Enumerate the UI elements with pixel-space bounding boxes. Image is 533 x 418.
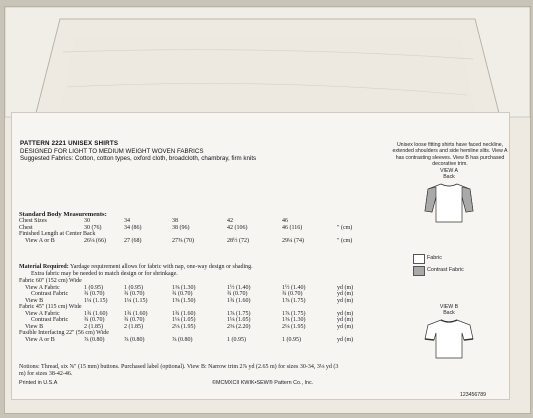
table-cell: " (cm): [337, 237, 353, 244]
table-cell: ¾ (0.70): [124, 317, 145, 324]
table-cell: 1⅛ (1.05): [227, 317, 251, 324]
table-cell: Contrast Fabric: [31, 317, 69, 324]
table-cell: Fabric 45" (115 cm) Wide: [19, 304, 82, 311]
table-row: [19, 231, 357, 238]
table-cell: ¾ (0.70): [172, 291, 193, 298]
table-cell: 1½ (1.40): [282, 284, 306, 291]
fabric-swatch: [413, 254, 425, 264]
material-label: Material Required:: [19, 264, 69, 270]
view-b-title: VIEW B: [439, 304, 459, 310]
table-cell: yd (m): [337, 284, 354, 291]
copyright-label: ©MCMXCII KWIK•SEW® Pattern Co., Inc.: [212, 380, 314, 386]
pattern-header: [20, 140, 256, 163]
table-cell: 1⅛ (1.05): [172, 317, 196, 324]
table-cell: 2⅛ (1.95): [172, 323, 196, 330]
garment-description: Unisex loose fitting shirts have faced neckline, extended shoulders and side hemline slits. View A has contrasting sleeves. View B has purchased decorative trim.: [392, 142, 508, 167]
table-cell: Chest Sizes: [19, 218, 47, 224]
view-b-sub: Back: [443, 310, 455, 316]
standard-body-heading: Standard Body Measurements:: [19, 211, 107, 218]
table-cell: 1⅞ (1.75): [282, 310, 306, 317]
table-cell: 1 (0.95): [227, 336, 246, 343]
contrast-fabric-swatch: [413, 266, 425, 276]
table-cell: ¾ (0.70): [84, 317, 105, 324]
table-cell: 30 (76): [84, 224, 102, 231]
table-cell: Chest: [19, 224, 33, 231]
table-cell: 1 (0.95): [124, 284, 143, 291]
table-cell: Contrast Fabric: [31, 291, 69, 298]
table-cell: 38 (96): [172, 224, 190, 231]
table-cell: yd (m): [337, 323, 354, 330]
table-cell: yd (m): [337, 310, 354, 317]
table-cell: 2⅜ (2.20): [227, 323, 251, 330]
table-cell: ⅞ (0.80): [172, 336, 193, 343]
table-cell: Finished Length at Center Back: [19, 231, 96, 238]
table-cell: 1 (0.95): [282, 336, 301, 343]
table-cell: 1¼ (1.15): [124, 297, 148, 304]
product-code: 123456789: [460, 392, 486, 398]
table-row: [19, 218, 357, 225]
table-cell: ¾ (0.70): [124, 291, 145, 298]
material-required: [19, 264, 359, 277]
table-cell: ¾ (0.70): [84, 291, 105, 298]
table-cell: View A or B: [25, 237, 55, 244]
table-cell: yd (m): [337, 297, 354, 304]
table-cell: 29¼ (74): [282, 237, 304, 244]
table-row: [19, 238, 357, 245]
table-cell: View A Fabric: [25, 310, 60, 317]
table-cell: 38: [172, 218, 178, 224]
view-b-label: [434, 304, 464, 316]
table-cell: yd (m): [337, 336, 354, 343]
table-cell: View B: [25, 323, 44, 330]
table-cell: ⅞ (0.80): [124, 336, 145, 343]
table-cell: ¾ (0.70): [282, 291, 303, 298]
material-text: Yardage requirement allows for fabric with nap, one-way design or shading.: [68, 264, 253, 270]
table-cell: Fusible Interfacing 22" (56 cm) Wide: [19, 330, 109, 337]
table-cell: View B: [25, 297, 44, 304]
fabric-weight-line: DESIGNED FOR LIGHT TO MEDIUM WEIGHT WOVEN FABRICS: [20, 147, 204, 155]
table-cell: 46 (116): [282, 224, 303, 231]
table-cell: 30: [84, 218, 90, 224]
table-row: [19, 337, 357, 344]
table-cell: 2 (1.85): [84, 323, 103, 330]
table-cell: " (cm): [337, 224, 353, 231]
material-text-2: Extra fabric may be needed to match design or for shrinkage.: [31, 270, 178, 277]
table-cell: 1⅞ (1.75): [282, 297, 306, 304]
table-cell: 2⅛ (1.95): [282, 323, 306, 330]
notions-text: Notions: Thread, six ⅝" (15 mm) buttons. Purchased label (optional). View B: Narrow trim 2⅞ yd (2.65 m) for sizes 30-34, 3⅛ yd (3 m) for sizes 38-42-46.: [19, 364, 339, 377]
table-cell: 1¾ (1.60): [227, 297, 251, 304]
table-cell: 1¾ (1.60): [172, 310, 196, 317]
table-cell: 42: [227, 218, 233, 224]
table-cell: 1½ (1.40): [227, 284, 251, 291]
table-cell: 1¼ (1.15): [84, 297, 108, 304]
suggested-fabrics: Suggested Fabrics: Cotton, cotton types, oxford cloth, broadcloth, chambray, firm knits: [20, 155, 257, 163]
pattern-title: PATTERN 2221 UNISEX SHIRTS: [20, 140, 119, 147]
table-cell: 27⅝ (70): [172, 237, 194, 244]
view-a-back-sketch: [424, 181, 474, 225]
view-a-title: VIEW A: [440, 168, 458, 174]
yardage-table: [19, 278, 357, 343]
table-cell: 42 (106): [227, 224, 248, 231]
table-cell: yd (m): [337, 317, 354, 324]
table-cell: 46: [282, 218, 288, 224]
table-cell: Fabric 60" (152 cm) Wide: [19, 278, 82, 284]
table-cell: 1¾ (1.60): [124, 310, 148, 317]
table-cell: 28½ (72): [227, 237, 249, 244]
body-measurements-table: [19, 218, 357, 244]
table-cell: ⅞ (0.80): [84, 336, 105, 343]
table-row: [19, 225, 357, 232]
table-cell: 2 (1.85): [124, 323, 143, 330]
table-cell: 27 (68): [124, 237, 142, 244]
table-cell: 26⅛ (66): [84, 237, 106, 244]
table-cell: 34: [124, 218, 130, 224]
table-cell: View A Fabric: [25, 284, 60, 291]
legend-fabric-label: Fabric: [427, 255, 442, 261]
table-cell: yd (m): [337, 291, 354, 298]
table-cell: 1⅜ (1.30): [172, 284, 196, 291]
view-a-sub: Back: [443, 174, 455, 180]
table-cell: [337, 218, 357, 225]
table-cell: 1⅞ (1.75): [227, 310, 251, 317]
table-cell: ¾ (0.70): [227, 291, 248, 298]
table-cell: 34 (86): [124, 224, 142, 231]
printed-in-label: Printed in U.S.A: [19, 380, 58, 386]
legend-contrast-label: Contrast Fabric: [427, 267, 464, 273]
table-cell: 1¾ (1.60): [84, 310, 108, 317]
table-cell: 1⅝ (1.50): [172, 297, 196, 304]
view-b-back-sketch: [424, 317, 474, 361]
table-cell: View A or B: [25, 336, 55, 343]
table-cell: 1⅜ (1.30): [282, 317, 306, 324]
view-a-label: [434, 168, 464, 180]
table-cell: 1 (0.95): [84, 284, 103, 291]
